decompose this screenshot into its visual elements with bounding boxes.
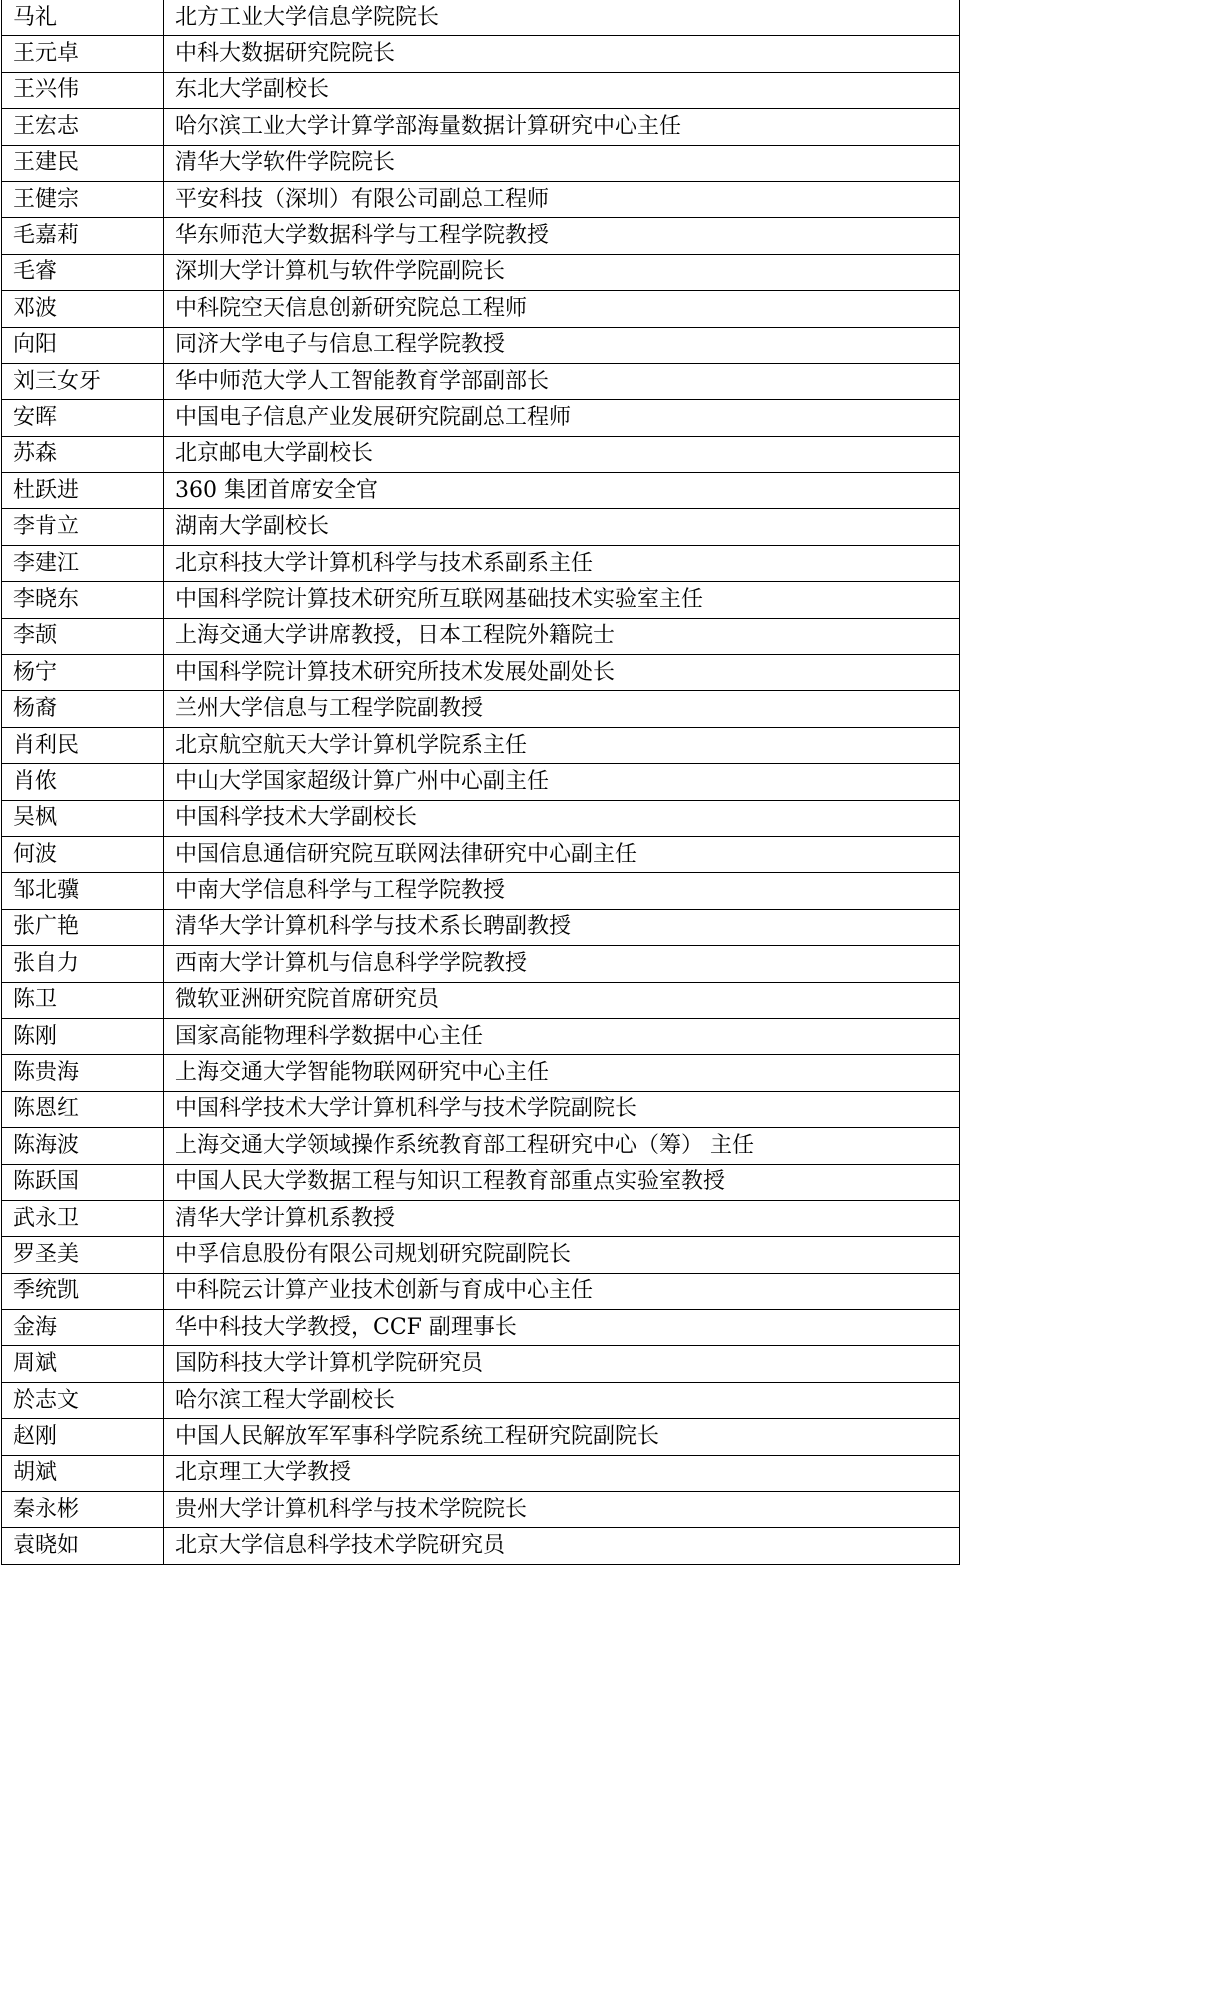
member-name: 陈海波 <box>2 1128 164 1164</box>
member-affiliation: 东北大学副校长 <box>164 72 960 108</box>
member-name: 季统凯 <box>2 1273 164 1309</box>
member-name: 王兴伟 <box>2 72 164 108</box>
member-affiliation: 国防科技大学计算机学院研究员 <box>164 1346 960 1382</box>
member-name: 赵刚 <box>2 1419 164 1455</box>
member-affiliation: 清华大学计算机科学与技术系长聘副教授 <box>164 909 960 945</box>
table-row <box>2 1419 960 1455</box>
member-name: 周斌 <box>2 1346 164 1382</box>
table-row <box>2 1310 960 1346</box>
member-affiliation: 华中师范大学人工智能教育学部副部长 <box>164 363 960 399</box>
member-affiliation: 中国信息通信研究院互联网法律研究中心副主任 <box>164 836 960 872</box>
member-affiliation: 北京理工大学教授 <box>164 1455 960 1491</box>
table-row <box>2 1528 960 1564</box>
member-affiliation: 国家高能物理科学数据中心主任 <box>164 1018 960 1054</box>
member-name: 陈刚 <box>2 1018 164 1054</box>
member-name: 杨宁 <box>2 655 164 691</box>
member-affiliation: 中国科学技术大学副校长 <box>164 800 960 836</box>
member-name: 王宏志 <box>2 109 164 145</box>
member-name: 李建江 <box>2 545 164 581</box>
table-row <box>2 1128 960 1164</box>
member-name: 苏森 <box>2 436 164 472</box>
member-affiliation: 清华大学计算机系教授 <box>164 1200 960 1236</box>
member-affiliation: 深圳大学计算机与软件学院副院长 <box>164 254 960 290</box>
member-affiliation: 中科院空天信息创新研究院总工程师 <box>164 291 960 327</box>
table-row <box>2 1200 960 1236</box>
table-row <box>2 1455 960 1491</box>
table-row <box>2 363 960 399</box>
member-affiliation: 北京邮电大学副校长 <box>164 436 960 472</box>
table-row <box>2 327 960 363</box>
member-affiliation: 中国人民大学数据工程与知识工程教育部重点实验室教授 <box>164 1164 960 1200</box>
member-name: 陈跃国 <box>2 1164 164 1200</box>
member-name: 李肯立 <box>2 509 164 545</box>
table-row <box>2 145 960 181</box>
table-row <box>2 109 960 145</box>
member-name: 张自力 <box>2 946 164 982</box>
member-name: 於志文 <box>2 1382 164 1418</box>
table-row <box>2 1091 960 1127</box>
table-row <box>2 218 960 254</box>
member-name: 肖侬 <box>2 764 164 800</box>
table-row <box>2 800 960 836</box>
table-row <box>2 1273 960 1309</box>
member-affiliation: 华中科技大学教授，CCF 副理事长 <box>164 1310 960 1346</box>
member-affiliation: 中孚信息股份有限公司规划研究院副院长 <box>164 1237 960 1273</box>
member-affiliation: 中科院云计算产业技术创新与育成中心主任 <box>164 1273 960 1309</box>
member-affiliation: 哈尔滨工程大学副校长 <box>164 1382 960 1418</box>
member-name: 安晖 <box>2 400 164 436</box>
table-row <box>2 1492 960 1528</box>
table-row <box>2 473 960 509</box>
member-name: 陈卫 <box>2 982 164 1018</box>
table-row <box>2 400 960 436</box>
member-affiliation: 中山大学国家超级计算广州中心副主任 <box>164 764 960 800</box>
member-name: 杨裔 <box>2 691 164 727</box>
member-name: 杜跃进 <box>2 473 164 509</box>
member-table <box>1 0 960 1565</box>
member-name: 武永卫 <box>2 1200 164 1236</box>
table-row <box>2 291 960 327</box>
table-row <box>2 836 960 872</box>
table-row <box>2 1237 960 1273</box>
table-row <box>2 764 960 800</box>
member-name: 袁晓如 <box>2 1528 164 1564</box>
table-row <box>2 254 960 290</box>
table-row <box>2 655 960 691</box>
member-affiliation: 360 集团首席安全官 <box>164 473 960 509</box>
member-name: 向阳 <box>2 327 164 363</box>
member-affiliation: 中国人民解放军军事科学院系统工程研究院副院长 <box>164 1419 960 1455</box>
member-affiliation: 湖南大学副校长 <box>164 509 960 545</box>
member-name: 毛嘉莉 <box>2 218 164 254</box>
member-affiliation: 华东师范大学数据科学与工程学院教授 <box>164 218 960 254</box>
member-name: 李晓东 <box>2 582 164 618</box>
member-affiliation: 中国科学院计算技术研究所互联网基础技术实验室主任 <box>164 582 960 618</box>
table-row <box>2 582 960 618</box>
member-name: 陈恩红 <box>2 1091 164 1127</box>
member-name: 邓波 <box>2 291 164 327</box>
table-row <box>2 946 960 982</box>
table-row <box>2 1346 960 1382</box>
table-row <box>2 72 960 108</box>
member-table-body <box>2 0 960 1564</box>
member-name: 金海 <box>2 1310 164 1346</box>
table-row <box>2 1164 960 1200</box>
member-name: 秦永彬 <box>2 1492 164 1528</box>
table-row <box>2 618 960 654</box>
table-row <box>2 1018 960 1054</box>
table-row <box>2 982 960 1018</box>
member-affiliation: 北京科技大学计算机科学与技术系副系主任 <box>164 545 960 581</box>
member-affiliation: 北方工业大学信息学院院长 <box>164 0 960 36</box>
table-row <box>2 545 960 581</box>
member-name: 王健宗 <box>2 181 164 217</box>
member-affiliation: 平安科技（深圳）有限公司副总工程师 <box>164 181 960 217</box>
member-affiliation: 清华大学软件学院院长 <box>164 145 960 181</box>
member-affiliation: 上海交通大学讲席教授，日本工程院外籍院士 <box>164 618 960 654</box>
member-affiliation: 兰州大学信息与工程学院副教授 <box>164 691 960 727</box>
member-affiliation: 中南大学信息科学与工程学院教授 <box>164 873 960 909</box>
member-name: 张广艳 <box>2 909 164 945</box>
member-affiliation: 同济大学电子与信息工程学院教授 <box>164 327 960 363</box>
member-affiliation: 上海交通大学领域操作系统教育部工程研究中心（筹） 主任 <box>164 1128 960 1164</box>
table-row <box>2 436 960 472</box>
member-name: 吴枫 <box>2 800 164 836</box>
table-row <box>2 691 960 727</box>
member-name: 毛睿 <box>2 254 164 290</box>
table-row <box>2 909 960 945</box>
member-affiliation: 哈尔滨工业大学计算学部海量数据计算研究中心主任 <box>164 109 960 145</box>
member-name: 胡斌 <box>2 1455 164 1491</box>
member-name: 何波 <box>2 836 164 872</box>
member-name: 罗圣美 <box>2 1237 164 1273</box>
table-row <box>2 36 960 72</box>
member-name: 王元卓 <box>2 36 164 72</box>
member-name: 王建民 <box>2 145 164 181</box>
member-affiliation: 北京航空航天大学计算机学院系主任 <box>164 727 960 763</box>
table-row <box>2 727 960 763</box>
member-name: 李颉 <box>2 618 164 654</box>
member-affiliation: 上海交通大学智能物联网研究中心主任 <box>164 1055 960 1091</box>
table-row <box>2 0 960 36</box>
member-name: 邹北骥 <box>2 873 164 909</box>
member-affiliation: 微软亚洲研究院首席研究员 <box>164 982 960 1018</box>
table-row <box>2 873 960 909</box>
table-row <box>2 1382 960 1418</box>
member-affiliation: 中国科学技术大学计算机科学与技术学院副院长 <box>164 1091 960 1127</box>
member-affiliation: 贵州大学计算机科学与技术学院院长 <box>164 1492 960 1528</box>
member-affiliation: 中科大数据研究院院长 <box>164 36 960 72</box>
member-affiliation: 北京大学信息科学技术学院研究员 <box>164 1528 960 1564</box>
member-affiliation: 西南大学计算机与信息科学学院教授 <box>164 946 960 982</box>
member-affiliation: 中国科学院计算技术研究所技术发展处副处长 <box>164 655 960 691</box>
member-name: 马礼 <box>2 0 164 36</box>
table-row <box>2 509 960 545</box>
table-row <box>2 181 960 217</box>
member-affiliation: 中国电子信息产业发展研究院副总工程师 <box>164 400 960 436</box>
table-row <box>2 1055 960 1091</box>
member-name: 肖利民 <box>2 727 164 763</box>
member-name: 陈贵海 <box>2 1055 164 1091</box>
member-name: 刘三女牙 <box>2 363 164 399</box>
